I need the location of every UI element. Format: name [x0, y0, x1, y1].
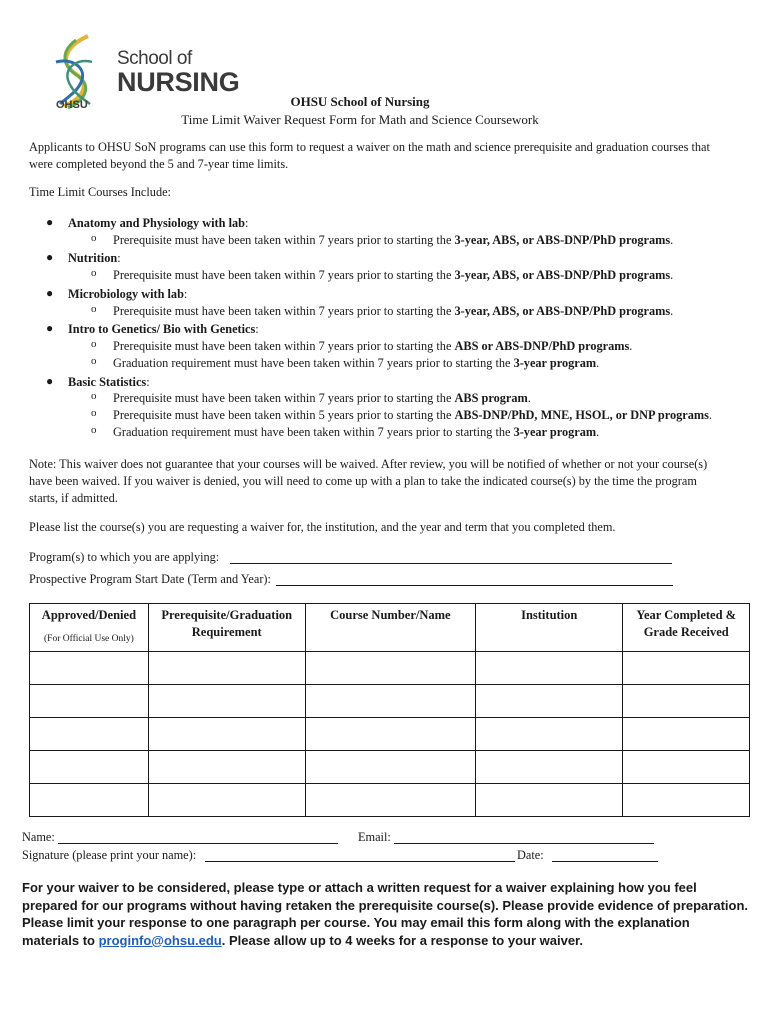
bullet-icon: ● [46, 374, 54, 388]
table-cell[interactable] [30, 718, 149, 751]
logo-school-of: School of [117, 48, 192, 69]
table-cell[interactable] [305, 685, 475, 718]
table-row [30, 718, 750, 751]
requirement-item: Prerequisite must have been taken within 7 years prior to starting the 3-year, ABS, or ABS-DNP/PhD programs. [113, 268, 674, 282]
start-date-label: Prospective Program Start Date (Term and Year): [29, 572, 271, 586]
requirement-item: Prerequisite must have been taken within 7 years prior to starting the 3-year, ABS, or ABS-DNP/PhD programs. [113, 304, 674, 318]
header-course: Course Number/Name [305, 604, 475, 652]
signature-input-line[interactable] [205, 861, 515, 862]
table-cell[interactable] [148, 718, 305, 751]
circle-bullet-icon: o [91, 232, 97, 244]
table-cell[interactable] [305, 784, 475, 817]
page-title: OHSU School of Nursing [290, 94, 430, 109]
requirement-item: Prerequisite must have been taken within 7 years prior to starting the 3-year, ABS, or ABS-DNP/PhD programs. [113, 233, 674, 247]
course-waiver-table [29, 603, 750, 817]
bullet-icon: ● [46, 321, 54, 335]
date-label: Date: [517, 848, 544, 862]
requirement-item: Prerequisite must have been taken within 7 years prior to starting the ABS program. [113, 391, 531, 405]
program-label: Program(s) to which you are applying: [29, 550, 220, 564]
course-item: Microbiology with lab: [68, 287, 188, 301]
logo-nursing: NURSING [117, 67, 240, 97]
table-cell[interactable] [476, 718, 623, 751]
header-institution: Institution [476, 604, 623, 652]
table-row [30, 751, 750, 784]
name-label: Name: [22, 830, 55, 844]
courses-heading: Time Limit Courses Include: [29, 185, 171, 199]
table-row [30, 784, 750, 817]
email-label: Email: [358, 830, 391, 844]
circle-bullet-icon: o [91, 303, 97, 315]
table-header-row [30, 604, 750, 652]
email-input-line[interactable] [394, 843, 654, 844]
table-cell[interactable] [623, 751, 750, 784]
table-row [30, 685, 750, 718]
requirement-item: Prerequisite must have been taken within 7 years prior to starting the ABS or ABS-DNP/PhD programs. [113, 339, 633, 353]
table-cell[interactable] [305, 652, 475, 685]
course-item: Basic Statistics: [68, 375, 150, 389]
table-cell[interactable] [623, 652, 750, 685]
logo-ohsu: OHSU [56, 99, 88, 111]
requirement-item: Prerequisite must have been taken within 5 years prior to starting the ABS-DNP/PhD, MNE, HSOL, or DNP programs. [113, 408, 712, 422]
table-cell[interactable] [623, 718, 750, 751]
circle-bullet-icon: o [91, 355, 97, 367]
bullet-icon: ● [46, 215, 54, 229]
course-item: Intro to Genetics/ Bio with Genetics: [68, 322, 259, 336]
name-input-line[interactable] [58, 843, 338, 844]
program-input-line[interactable] [230, 563, 672, 564]
date-input-line[interactable] [552, 861, 658, 862]
course-item: Anatomy and Physiology with lab: [68, 216, 249, 230]
table-cell[interactable] [476, 784, 623, 817]
table-cell[interactable] [30, 784, 149, 817]
header-approved-denied: Approved/Denied (For Official Use Only) [30, 604, 149, 652]
table-row [30, 652, 750, 685]
table-cell[interactable] [148, 685, 305, 718]
table-cell[interactable] [476, 751, 623, 784]
table-cell[interactable] [30, 652, 149, 685]
requirement-item: Graduation requirement must have been taken within 7 years prior to starting the 3-year program. [113, 356, 600, 370]
table-cell[interactable] [305, 718, 475, 751]
header-year-grade: Year Completed & Grade Received [623, 604, 750, 652]
table-cell[interactable] [623, 685, 750, 718]
table-cell[interactable] [305, 751, 475, 784]
official-use-note: (For Official Use Only) [44, 634, 134, 644]
intro-paragraph: Applicants to OHSU SoN programs can use this form to request a waiver on the math and science prerequisite and graduation courses that were completed beyond the 5 and 7-year time limits. [29, 140, 710, 171]
email-link[interactable]: proginfo@ohsu.edu [98, 932, 222, 948]
page-subtitle: Time Limit Waiver Request Form for Math and Science Coursework [181, 112, 539, 127]
table-cell[interactable] [623, 784, 750, 817]
start-date-input-line[interactable] [276, 585, 673, 586]
table-cell[interactable] [476, 685, 623, 718]
course-item: Nutrition: [68, 251, 121, 265]
circle-bullet-icon: o [91, 338, 97, 350]
table-cell[interactable] [476, 652, 623, 685]
bullet-icon: ● [46, 250, 54, 264]
circle-bullet-icon: o [91, 390, 97, 402]
bullet-icon: ● [46, 286, 54, 300]
table-cell[interactable] [148, 784, 305, 817]
circle-bullet-icon: o [91, 267, 97, 279]
circle-bullet-icon: o [91, 424, 97, 436]
submission-instructions: For your waiver to be considered, please type or attach a written request for a waiver explaining how you feel prepared for our programs without having retaken the prerequisite course(s). Please provide evidence of preparation. Please limit your response to one paragraph per course. You may email this form along with the explanation materials to proginfo@ohsu.edu. Please allow up to 4 weeks for a response to your waiver. [22, 880, 749, 948]
note-paragraph: Note: This waiver does not guarantee that your courses will be waived. After review, you will be notified of whether or not your course(s) have been waived. If you waiver is denied, you will need to come up with a plan to take the indicated course(s) by the time the program starts, if admitted. [29, 457, 708, 505]
circle-bullet-icon: o [91, 407, 97, 419]
list-instruction: Please list the course(s) you are requesting a waiver for, the institution, and the year and term that you completed them. [29, 520, 616, 534]
requirement-item: Graduation requirement must have been taken within 7 years prior to starting the 3-year program. [113, 425, 600, 439]
table-cell[interactable] [30, 685, 149, 718]
signature-label: Signature (please print your name): [22, 848, 197, 862]
header-requirement: Prerequisite/Graduation Requirement [148, 604, 305, 652]
table-cell[interactable] [30, 751, 149, 784]
table-cell[interactable] [148, 652, 305, 685]
table-cell[interactable] [148, 751, 305, 784]
